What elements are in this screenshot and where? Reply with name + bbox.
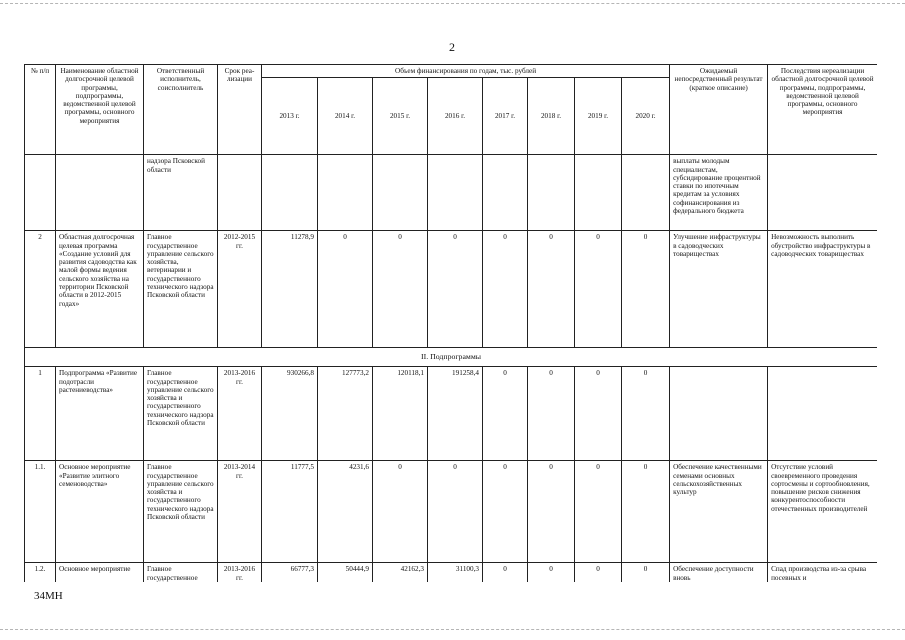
cell-value bbox=[318, 155, 373, 231]
header-result: Ожидаемый непосредственный результат (краткое описание) bbox=[670, 65, 768, 155]
cell-value: 66777,3 bbox=[262, 563, 318, 582]
cell-name: Областная долгосрочная целевая программа «Создание условий для развития садоводства как малой формы ведения сельского хозяйства на территории Псковской области в 2012-2015 годах» bbox=[56, 231, 144, 348]
cell-value: 0 bbox=[622, 563, 670, 582]
table-row bbox=[25, 461, 878, 563]
cell-value: 11278,9 bbox=[262, 231, 318, 348]
header-year: 2018 г. bbox=[528, 78, 575, 155]
cell-value: 0 bbox=[622, 367, 670, 461]
cell-value: 191258,4 bbox=[428, 367, 483, 461]
section-row bbox=[25, 348, 878, 367]
cell-value: 0 bbox=[622, 231, 670, 348]
program-table bbox=[24, 64, 877, 582]
cell-value: 0 bbox=[483, 367, 528, 461]
cell-value: 0 bbox=[528, 461, 575, 563]
header-year: 2017 г. bbox=[483, 78, 528, 155]
cell-value: 0 bbox=[373, 461, 428, 563]
cell-consequence: Отсутствие условий своевременного проведения сортосмены и сортообновления, повышение рисков снижения конкурентоспособности отечественных производителей bbox=[768, 461, 877, 563]
cell-consequence bbox=[768, 367, 877, 461]
cell-executor: Главное государственное управление сельского хозяйства и государственного технического надзора Псковской области bbox=[144, 461, 218, 563]
cell-result: Обеспечение доступности вновь bbox=[670, 563, 768, 582]
footer-code: 34МН bbox=[34, 590, 63, 602]
cell-result: выплаты молодым специалистам, субсидирование процентной ставки по ипотечным кредитам за условиях софинансирования из федерального бюджета bbox=[670, 155, 768, 231]
cell-value: 0 bbox=[528, 367, 575, 461]
header-year: 2016 г. bbox=[428, 78, 483, 155]
section-title: II. Подпрограммы bbox=[25, 348, 878, 367]
header-term: Срок реа- лизации bbox=[218, 65, 262, 155]
cell-consequence: Спад производства из-за срыва посевных и bbox=[768, 563, 877, 582]
header-executor: Ответственный исполнитель, соисполнитель bbox=[144, 65, 218, 155]
page-bottom-edge bbox=[0, 629, 905, 630]
cell-value: 0 bbox=[575, 231, 622, 348]
table-row bbox=[25, 563, 878, 582]
page-number: 2 bbox=[449, 40, 455, 54]
cell-executor: Главное государственное bbox=[144, 563, 218, 582]
program-table-wrapper bbox=[24, 64, 877, 582]
cell-term: 2013-2016 гг. bbox=[218, 367, 262, 461]
header-year: 2013 г. bbox=[262, 78, 318, 155]
cell-value bbox=[428, 155, 483, 231]
cell-value: 0 bbox=[318, 231, 373, 348]
cell-value: 11777,5 bbox=[262, 461, 318, 563]
cell-name: Основное мероприятие bbox=[56, 563, 144, 582]
table-header-row bbox=[25, 65, 878, 78]
cell-value: 0 bbox=[575, 461, 622, 563]
cell-result bbox=[670, 367, 768, 461]
cell-name: Основное мероприятие «Развитие элитного семеноводства» bbox=[56, 461, 144, 563]
cell-num: 1 bbox=[25, 367, 56, 461]
cell-term: 2013-2014 гг. bbox=[218, 461, 262, 563]
cell-consequence: Невозможность выполнить обустройство инфраструктуры в садоводческих товариществах bbox=[768, 231, 877, 348]
cell-result: Обеспечение качественными семенами основных сельскохозяйственных культур bbox=[670, 461, 768, 563]
cell-value: 930266,8 bbox=[262, 367, 318, 461]
cell-value: 0 bbox=[483, 231, 528, 348]
cell-term: 2012-2015 гг. bbox=[218, 231, 262, 348]
header-num: № п/п bbox=[25, 65, 56, 155]
header-year: 2020 г. bbox=[622, 78, 670, 155]
page-top-edge bbox=[0, 3, 905, 4]
cell-value: 127773,2 bbox=[318, 367, 373, 461]
cell-value bbox=[622, 155, 670, 231]
cell-num: 1.2. bbox=[25, 563, 56, 582]
header-year: 2015 г. bbox=[373, 78, 428, 155]
cell-value: 0 bbox=[528, 231, 575, 348]
cell-num: 1.1. bbox=[25, 461, 56, 563]
cell-value bbox=[373, 155, 428, 231]
cell-value: 42162,3 bbox=[373, 563, 428, 582]
table-row bbox=[25, 155, 878, 231]
cell-value: 0 bbox=[483, 461, 528, 563]
cell-value: 0 bbox=[528, 563, 575, 582]
cell-value: 4231,6 bbox=[318, 461, 373, 563]
cell-name: Подпрограмма «Развитие подотрасли растениеводства» bbox=[56, 367, 144, 461]
cell-value: 0 bbox=[373, 231, 428, 348]
header-year: 2014 г. bbox=[318, 78, 373, 155]
cell-num bbox=[25, 155, 56, 231]
cell-value: 0 bbox=[483, 563, 528, 582]
cell-value: 31100,3 bbox=[428, 563, 483, 582]
cell-value: 0 bbox=[428, 231, 483, 348]
header-name: Наименование областной долгосрочной целевой программы, подпрограммы, ведомственной целевой программы, основного мероприятия bbox=[56, 65, 144, 155]
cell-executor: Главное государственное управление сельского хозяйства и государственного технического надзора Псковской области bbox=[144, 367, 218, 461]
table-row bbox=[25, 231, 878, 348]
cell-value: 0 bbox=[428, 461, 483, 563]
header-funding: Объем финансирования по годам, тыс. рублей bbox=[262, 65, 670, 78]
cell-value bbox=[528, 155, 575, 231]
cell-value: 0 bbox=[575, 367, 622, 461]
cell-value: 0 bbox=[575, 563, 622, 582]
cell-result: Улучшение инфраструктуры в садоводческих товариществах bbox=[670, 231, 768, 348]
cell-value bbox=[575, 155, 622, 231]
cell-executor: Главное государственное управление сельского хозяйства, ветеринарии и государственного технического надзора Псковской области bbox=[144, 231, 218, 348]
cell-num: 2 bbox=[25, 231, 56, 348]
cell-value bbox=[483, 155, 528, 231]
cell-name bbox=[56, 155, 144, 231]
header-year: 2019 г. bbox=[575, 78, 622, 155]
cell-value: 50444,9 bbox=[318, 563, 373, 582]
cell-executor: надзора Псковской области bbox=[144, 155, 218, 231]
cell-term: 2013-2016 гг. bbox=[218, 563, 262, 582]
cell-value bbox=[262, 155, 318, 231]
cell-value: 120118,1 bbox=[373, 367, 428, 461]
header-consequence: Последствия нереализации областной долгосрочной целевой программы, подпрограммы, ведомственной целевой программы, основного мероприятия bbox=[768, 65, 877, 155]
cell-value: 0 bbox=[622, 461, 670, 563]
cell-consequence bbox=[768, 155, 877, 231]
cell-term bbox=[218, 155, 262, 231]
table-row bbox=[25, 367, 878, 461]
